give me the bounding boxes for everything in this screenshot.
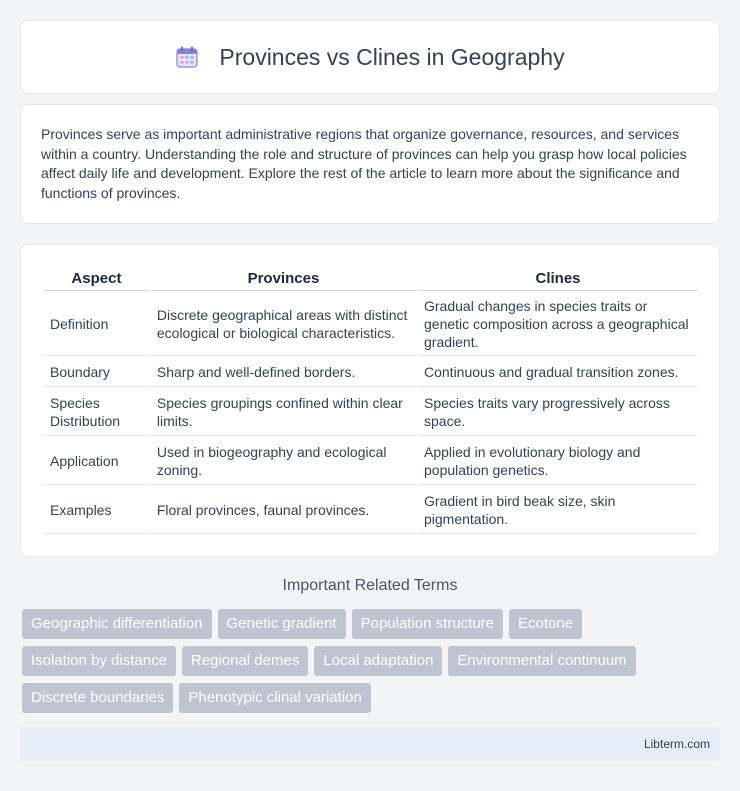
row-clines: Species traits vary progressively across space. — [418, 389, 698, 436]
row-aspect: Boundary — [44, 358, 149, 387]
table-row — [44, 358, 698, 387]
row-aspect: Application — [44, 438, 149, 485]
footer — [20, 727, 720, 761]
row-provinces: Discrete geographical areas with distinct ecological or biological characteristics. — [151, 293, 416, 356]
row-provinces: Used in biogeography and ecological zoning. — [151, 438, 416, 485]
comparison-table — [42, 265, 700, 536]
row-clines: Applied in evolutionary biology and population genetics. — [418, 438, 698, 485]
header-provinces: Provinces — [151, 267, 416, 291]
header-clines: Clines — [418, 267, 698, 291]
intro-text: Provinces serve as important administrative regions that organize governance, resources, and services within a country. Understanding the role and structure of provinces can help you grasp how local policies affect daily life and development. Explore the rest of the article to learn more about the significance and functions of provinces. — [41, 126, 687, 201]
row-provinces: Species groupings confined within clear limits. — [151, 389, 416, 436]
calendar-icon — [175, 45, 199, 69]
related-terms-title: Important Related Terms — [282, 577, 458, 594]
row-aspect: Definition — [44, 293, 149, 356]
row-provinces: Sharp and well-defined borders. — [151, 358, 416, 387]
related-term-tag[interactable]: Local adaptation — [314, 646, 442, 676]
related-terms-list — [22, 609, 722, 713]
related-term-tag[interactable]: Environmental continuum — [448, 646, 635, 676]
row-clines: Gradient in bird beak size, skin pigmentation. — [418, 487, 698, 534]
table-row — [44, 293, 698, 356]
related-term-tag[interactable]: Genetic gradient — [218, 609, 346, 639]
comparison-table-card — [20, 244, 720, 557]
header-card — [20, 20, 720, 94]
table-row — [44, 487, 698, 534]
row-clines: Gradual changes in species traits or genetic composition across a geographical gradient. — [418, 293, 698, 356]
row-clines: Continuous and gradual transition zones. — [418, 358, 698, 387]
related-term-tag[interactable]: Regional demes — [182, 646, 308, 676]
table-header-row — [44, 267, 698, 291]
header-aspect: Aspect — [44, 267, 149, 291]
related-term-tag[interactable]: Geographic differentiation — [22, 609, 212, 639]
row-aspect: Examples — [44, 487, 149, 534]
related-term-tag[interactable]: Ecotone — [509, 609, 582, 639]
related-term-tag[interactable]: Phenotypic clinal variation — [179, 683, 370, 713]
related-term-tag[interactable]: Discrete boundaries — [22, 683, 173, 713]
related-term-tag[interactable]: Isolation by distance — [22, 646, 176, 676]
intro-card — [20, 104, 720, 224]
page-title: Provinces vs Clines in Geography — [219, 43, 565, 70]
table-row — [44, 389, 698, 436]
footer-site-link[interactable]: Libterm.com — [643, 737, 710, 751]
row-provinces: Floral provinces, faunal provinces. — [151, 487, 416, 534]
related-term-tag[interactable]: Population structure — [352, 609, 503, 639]
table-row — [44, 438, 698, 485]
row-aspect: Species Distribution — [44, 389, 149, 436]
